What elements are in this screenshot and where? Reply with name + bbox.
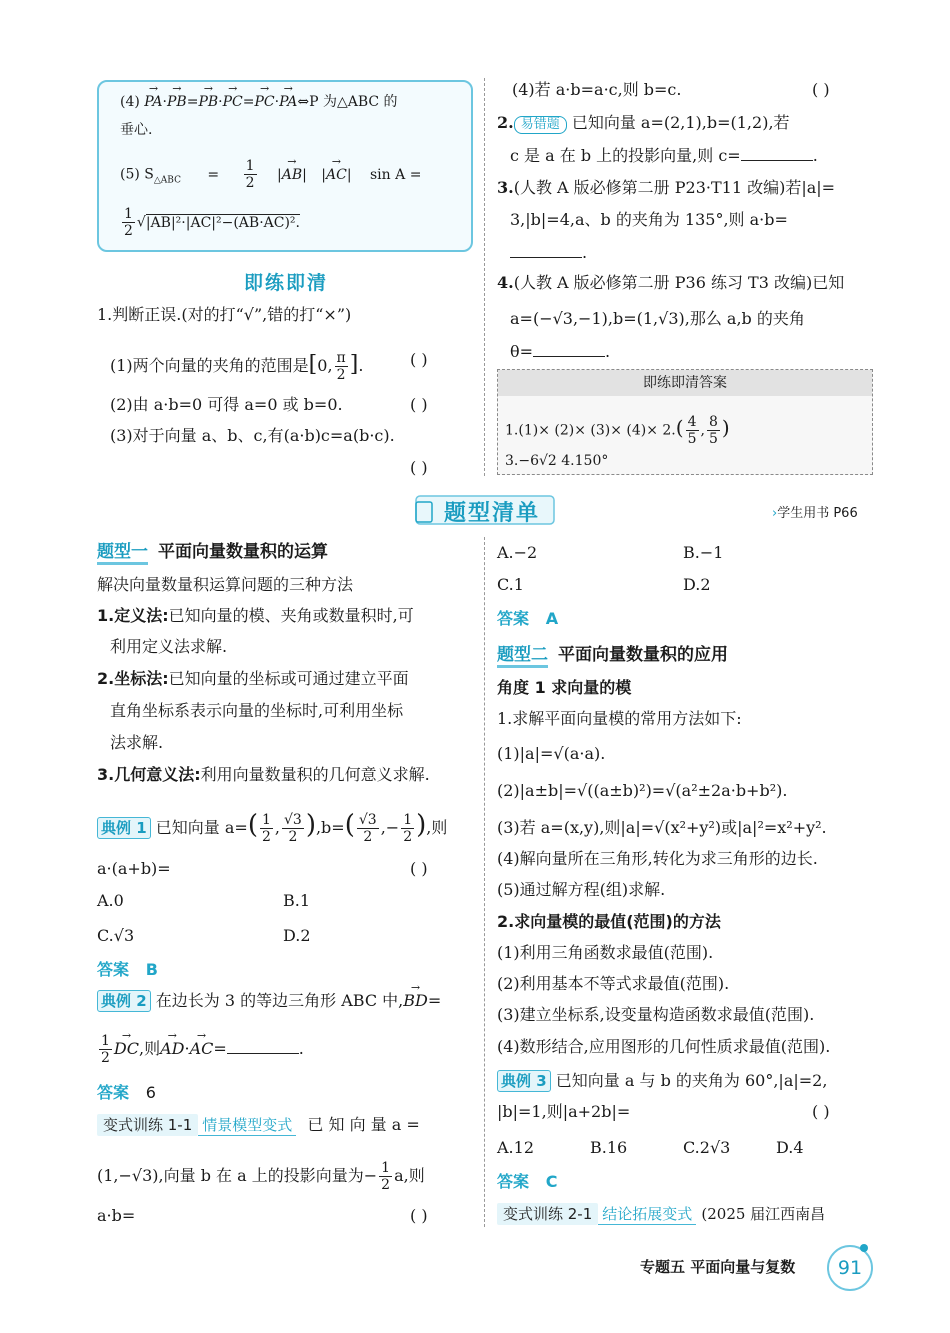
example-1-option-a[interactable]: A.0 (97, 891, 124, 910)
topic-2-heading: 题型二 平面向量数量积的应用 (497, 644, 728, 666)
topic-1-heading: 题型一 平面向量数量积的运算 (97, 541, 328, 563)
example-1-option-d[interactable]: D.2 (283, 926, 311, 945)
topic-1-intro: 解决向量数量积运算问题的三种方法 (97, 575, 354, 594)
example-3-option-b[interactable]: B.16 (590, 1138, 628, 1157)
example-2: 典例 2 在边长为 3 的等边三角形 ABC 中,→ BD= (97, 990, 441, 1012)
page-dot-icon (860, 1244, 868, 1252)
method-1-line2: 利用定义法求解. (110, 637, 228, 656)
drill-q3-line2: 3,|b|=4,a、b 的夹角为 135°,则 a·b= (510, 210, 788, 229)
topic-2-p1-5: (5)通过解方程(组)求解. (497, 880, 666, 899)
footer-chapter: 专题五 平面向量与复数 (640, 1258, 796, 1276)
example-1-answer-blank[interactable]: ( ) (410, 859, 428, 878)
example-3-answer: 答案 C (497, 1172, 558, 1191)
example-3-option-d[interactable]: D.4 (776, 1138, 804, 1157)
example-3-option-a[interactable]: A.12 (497, 1138, 534, 1157)
drill-q1: 1.判断正误.(对的打“√”,错的打“×”) (97, 305, 352, 324)
topic-2-p2-4: (4)数形结合,应用图形的几何性质求最值(范围). (497, 1037, 831, 1056)
example-3-line2: |b|=1,则|a+2b|= (497, 1102, 631, 1121)
page-number: 91 (827, 1245, 873, 1291)
column-divider-bottom (484, 537, 485, 1227)
student-book-ref: ›学生用书 P66 (772, 506, 858, 521)
variant-1-1-line2: (1,−√3),向量 b 在 a 上的投影向量为− $\frac{1}{2}$ a,则 (97, 1160, 425, 1193)
variant-2-1: 变式训练 2-1 结论拓展变式 (2025 届江西南昌 (497, 1203, 825, 1225)
method-3: 3.几何意义法:利用向量数量积的几何意义求解. (97, 765, 430, 784)
topic-2-p1-1: (1)|a|=√(a·a). (497, 744, 606, 763)
example-2-answer: 答案 6 (97, 1083, 156, 1102)
topic-2-p1: 1.求解平面向量模的常用方法如下: (497, 709, 742, 728)
variant-1-1-line3: a·b= (97, 1206, 136, 1225)
topic-2-p2: 2.求向量模的最值(范围)的方法 (497, 912, 721, 931)
variant-1-1-option-c[interactable]: C.1 (497, 575, 524, 594)
variant-1-1-answer-blank[interactable]: ( ) (410, 1206, 428, 1225)
drill-q2: 2. 易错题 已知向量 a=(2,1),b=(1,2),若 (497, 113, 790, 132)
drill-q4: 4.(人教 A 版必修第二册 P36 练习 T3 改编)已知 (497, 273, 845, 292)
variant-1-1-option-d[interactable]: D.2 (683, 575, 711, 594)
drill-answers-line1: 1.(1)× (2)× (3)× (4)× 2.( $\frac{4}{5}$ , $\frac{8}{5}$ ) (505, 414, 730, 447)
variant-1-1-option-b[interactable]: B.−1 (683, 543, 724, 562)
variant-1-1-option-a[interactable]: A.−2 (497, 543, 538, 562)
drill-answers-line2: 3.−6√2 4.150° (505, 453, 609, 469)
example-1-option-c[interactable]: C.√3 (97, 926, 135, 945)
drill-q1-4-answer-blank[interactable]: ( ) (812, 80, 830, 99)
example-3-answer-blank[interactable]: ( ) (812, 1102, 830, 1121)
drill-q1-1-answer-blank[interactable]: ( ) (410, 350, 428, 369)
topic-2-p1-3: (3)若 a=(x,y),则|a|=√(x²+y²)或|a|²=x²+y². (497, 818, 827, 837)
drill-q1-2-answer-blank[interactable]: ( ) (410, 395, 428, 414)
drill-q3-line3: . (510, 243, 587, 263)
drill-q1-3-answer-blank[interactable]: ( ) (410, 458, 428, 477)
example-1-answer: 答案 B (97, 960, 158, 979)
property-5-line2: $\frac{1}{2}$ √|AB|²·|AC|²−(AB·AC)². (124, 206, 300, 239)
drill-answers-title: 即练即清答案 (498, 370, 872, 396)
property-4: (4) → PA·→ PB=→ PB·→ PC=→ PC·→ PA⇔P 为△ABC 的 (120, 92, 398, 112)
example-1-option-b[interactable]: B.1 (283, 891, 311, 910)
drill-q1-2: (2)由 a·b=0 可得 a=0 或 b=0. (110, 395, 343, 414)
topic-2-p1-2: (2)|a±b|=√((a±b)²)=√(a²±2a·b+b²). (497, 781, 788, 800)
example-3: 典例 3 已知向量 a 与 b 的夹角为 60°,|a|=2, (497, 1070, 827, 1092)
drill-q3: 3.(人教 A 版必修第二册 P23·T11 改编)若|a|= (497, 178, 836, 197)
drill-q1-3: (3)对于向量 a、b、c,有(a·b)c=a(b·c). (110, 426, 395, 445)
method-2-line3: 法求解. (110, 733, 164, 752)
topic-2-angle-1: 角度 1 求向量的模 (497, 678, 632, 697)
property-5: (5) $S_{\triangle ABC}$ = $\frac{1}{2}$ |→ AB| |→ AC| sin A = (120, 158, 421, 191)
topic-2-p2-1: (1)利用三角函数求最值(范围). (497, 943, 714, 962)
example-2-line2: $\frac{1}{2}$ → DC,则→ AD·→ AC= . (97, 1033, 304, 1066)
drill-q4-line2: a=(−√3,−1),b=(1,√3),那么 a,b 的夹角 (510, 309, 805, 328)
column-divider-top (484, 78, 485, 476)
topic-2-p1-4: (4)解向量所在三角形,转化为求三角形的边长. (497, 849, 818, 868)
example-1: 典例 1 已知向量 a=( $\frac{1}{2}$ , $\frac{√3}{2}$ ),b=( $\frac{√3}{2}$ ,− $\frac{1}{2}$ ),则 (97, 812, 447, 845)
method-2-line2: 直角坐标系表示向量的坐标时,可利用坐标 (110, 701, 404, 720)
drill-q1-4: (4)若 a·b=a·c,则 b=c. (512, 80, 682, 99)
method-1: 1.定义法:已知向量的模、夹角或数量积时,可 (97, 606, 414, 625)
example-3-option-c[interactable]: C.2√3 (683, 1138, 731, 1157)
topic-2-p2-3: (3)建立坐标系,设变量构造函数求最值(范围). (497, 1005, 815, 1024)
method-2: 2.坐标法:已知向量的坐标或可通过建立平面 (97, 669, 409, 688)
property-4-line2: 垂心. (120, 122, 153, 138)
drill-q2-line2: c 是 a 在 b 上的投影向量,则 c= . (510, 146, 818, 165)
drill-q4-line3: θ= . (510, 342, 611, 361)
section-title: 题型清单 (444, 501, 541, 526)
drill-q1-1: (1)两个向量的夹角的范围是[0, $\frac{\pi}{2}$ ]. (110, 350, 364, 383)
variant-1-1: 变式训练 1-1 情景模型变式 已 知 向 量 a = (97, 1114, 420, 1136)
topic-2-p2-2: (2)利用基本不等式求最值(范围). (497, 974, 730, 993)
drill-heading: 即练即清 (244, 272, 329, 294)
variant-1-1-answer: 答案 A (497, 609, 559, 628)
example-1-line2: a·(a+b)= (97, 859, 171, 878)
